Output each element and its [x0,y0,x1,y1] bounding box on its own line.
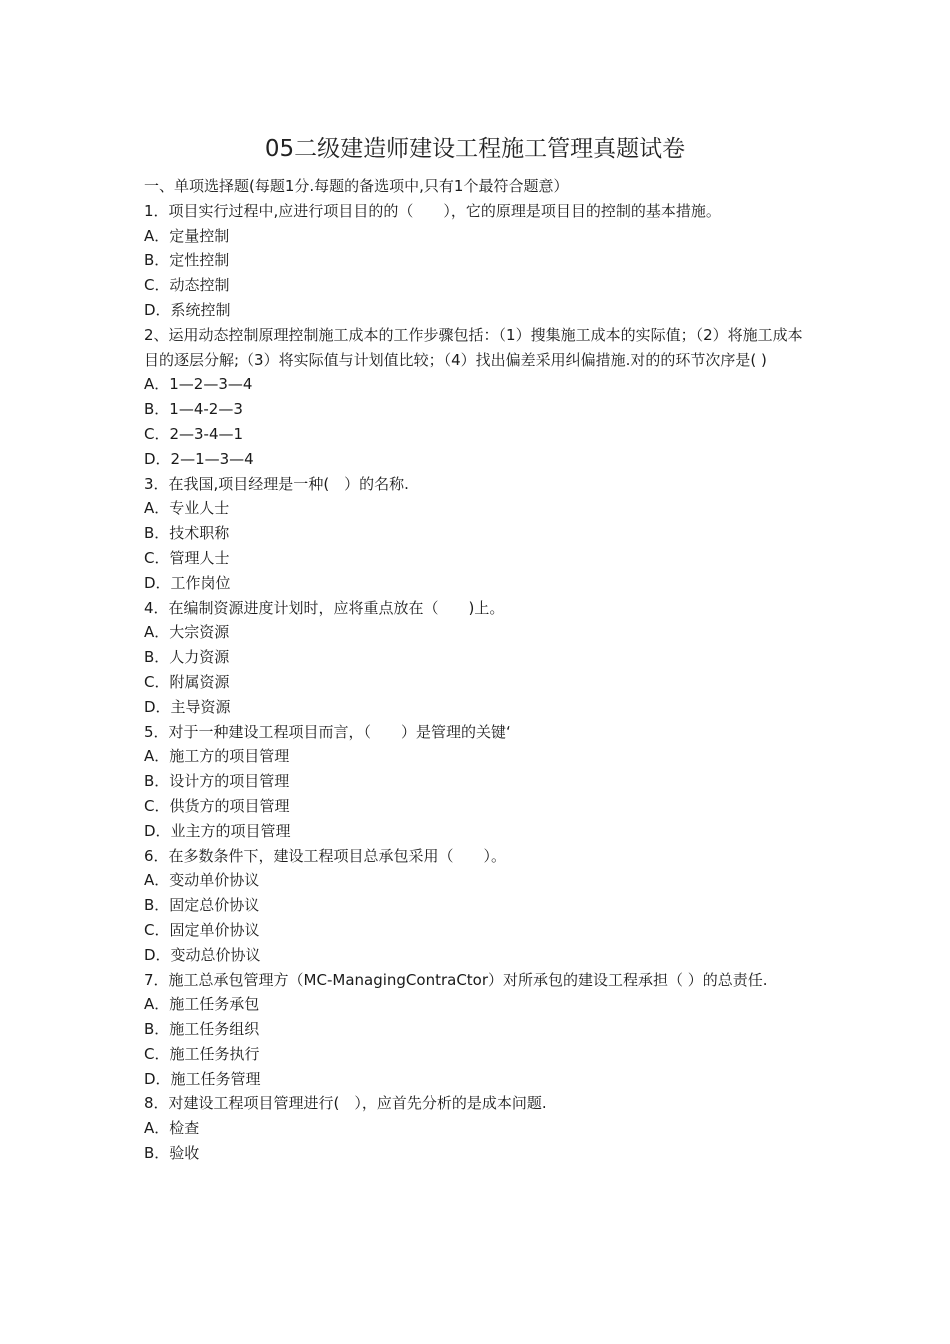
text-line: A．施工方的项目管理 [144,747,290,766]
text-line: 1．项目实行过程中,应进行项目目的的（ ），它的原理是项目目的控制的基本措施。 [144,201,721,220]
document-title: 05二级建造师建设工程施工管理真题试卷 [264,136,686,162]
text-line: C．固定单价协议 [144,920,260,939]
text-line: D．主导资源 [144,697,231,716]
text-line: A．专业人士 [144,499,230,518]
text-line: C．动态控制 [144,276,230,295]
text-line: 4．在编制资源进度计划时，应将重点放在（ )上。 [144,598,505,617]
text-line: 7．施工总承包管理方（MC-ManagingContraCtor）对所承包的建设工程承担（ ）的总责任. [144,970,768,989]
text-line: D．2—1—3—4 [144,449,254,468]
text-line: A．1—2—3—4 [144,375,253,394]
text-line: A．检查 [144,1119,200,1138]
text-line: B．固定总价协议 [144,896,260,915]
text-line: 2、运用动态控制原理控制施工成本的工作步骤包括：（1）搜集施工成本的实际值；（2）将施工成本目的逐层分解;（3）将实际值与计划值比较；（4）找出偏差采用纠偏措施.对的的环节次序是( ) [144,325,803,369]
document-body [144,174,812,1166]
text-line: B．施工任务组织 [144,1020,260,1039]
text-line: D．变动总价协议 [144,945,261,964]
text-line: 5．对于一种建设工程项目而言，（ ）是管理的关键‘ [144,722,511,741]
text-line: C．2—3-4—1 [144,424,244,443]
text-line: A．大宗资源 [144,623,230,642]
text-line: B．验收 [144,1144,200,1163]
text-line: B．1—4-2—3 [144,400,243,419]
text-line: D．施工任务管理 [144,1069,261,1088]
text-line: B．技术职称 [144,524,230,543]
text-line: D．系统控制 [144,300,231,319]
text-line: C．管理人士 [144,548,230,567]
text-line: C．施工任务执行 [144,1044,260,1063]
text-line: 8．对建设工程项目管理进行( ），应首先分析的是成本问题. [144,1094,547,1113]
text-line: B．定性控制 [144,251,230,270]
text-line: 一、单项选择题(每题1分.每题的备选项中,只有1个最符合题意） [144,177,569,195]
text-line: C．附属资源 [144,672,230,691]
text-line: D．工作岗位 [144,573,231,592]
text-line: 3．在我国,项目经理是一种( ）的名称. [144,474,409,493]
text-line: B．设计方的项目管理 [144,772,290,791]
text-line: C．供货方的项目管理 [144,796,290,815]
text-line: 6．在多数条件下，建设工程项目总承包采用（ ）。 [144,846,507,865]
text-line: D．业主方的项目管理 [144,821,291,840]
text-line: B．人力资源 [144,648,230,667]
text-line: A．定量控制 [144,226,230,245]
text-line: A．施工任务承包 [144,995,260,1014]
text-line: A．变动单价协议 [144,871,260,890]
